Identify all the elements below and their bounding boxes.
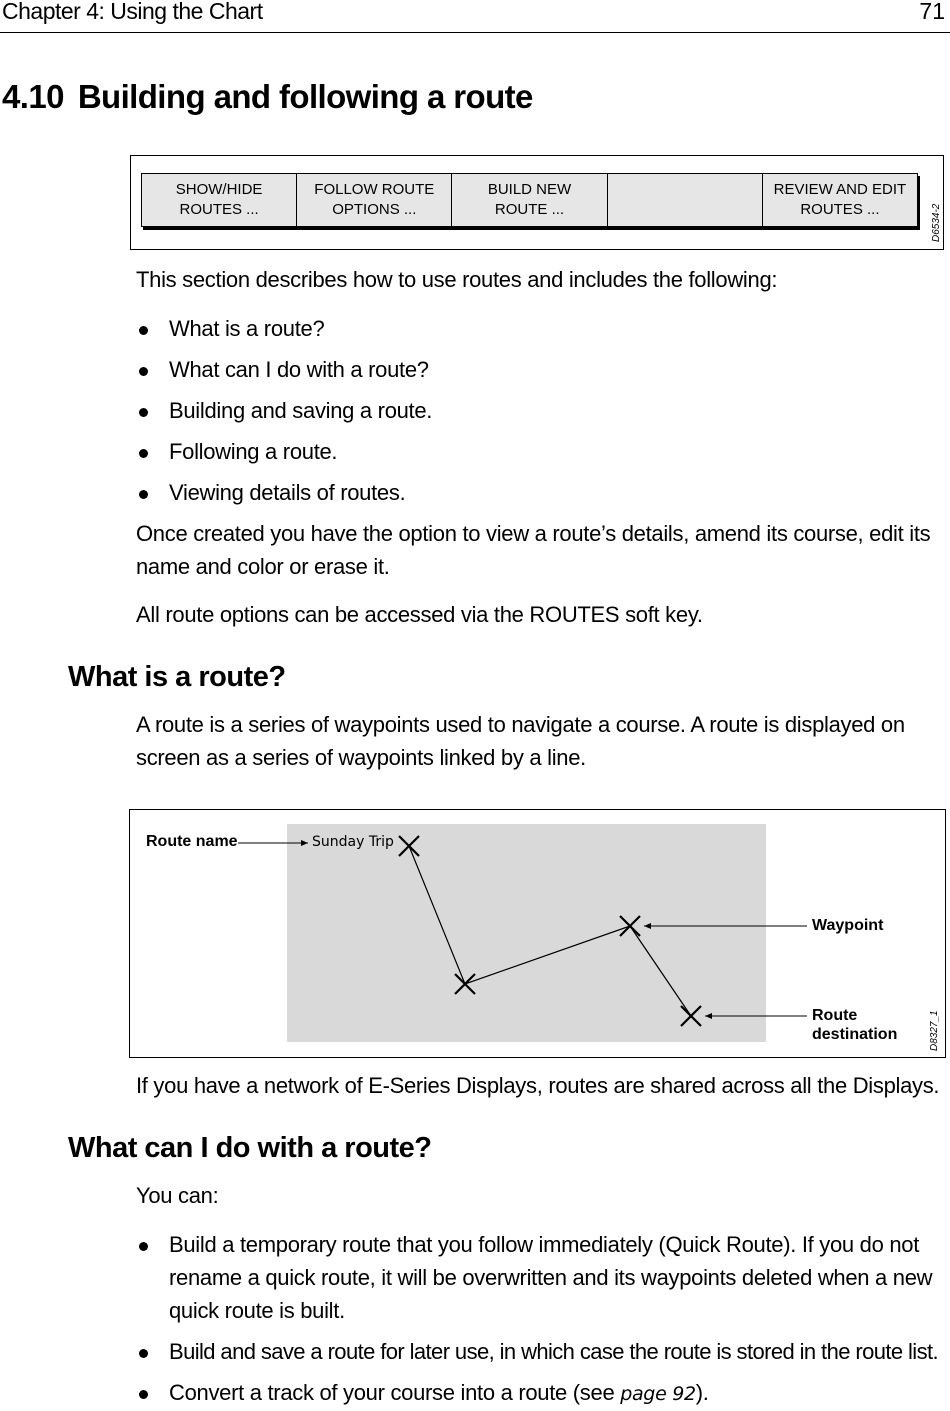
intro-text: This section describes how to use routes and includes the following:	[136, 267, 778, 292]
route-name-callout: Route name	[146, 833, 238, 850]
list-item: Building and saving a route.	[136, 394, 946, 427]
softkey-label: ROUTES ...	[800, 201, 880, 218]
list-item: Viewing details of routes.	[136, 476, 946, 509]
route-name-text: Sunday Trip	[312, 834, 394, 850]
softkey-label: FOLLOW ROUTE	[314, 181, 435, 198]
softkey-label: REVIEW AND EDIT	[773, 181, 907, 198]
softkey-review-edit-routes[interactable]	[763, 174, 917, 226]
section-number: 4.10	[2, 78, 64, 115]
chart-panel	[287, 824, 766, 1042]
list-item: What is a route?	[136, 312, 946, 345]
destination-callout	[812, 1006, 897, 1044]
list-item: Build a temporary route that you follow immediately (Quick Route). If you do not rename a quick route, it will be overwritten and its waypoints deleted when a new quick route is built.	[136, 1228, 948, 1327]
softkey-follow-route-options[interactable]	[297, 174, 452, 226]
subheading-what-is-route: What is a route?	[68, 661, 286, 693]
softkey-bar	[141, 173, 918, 227]
subheading-what-can-do: What can I do with a route?	[68, 1132, 432, 1164]
section-title	[2, 78, 533, 116]
page-link[interactable]: page 92	[620, 1383, 696, 1405]
route-figure	[129, 809, 946, 1058]
softkey-label: ROUTE ...	[494, 201, 565, 218]
section-title-text: Building and following a route	[77, 78, 533, 115]
destination-callout-line1: Route	[812, 1007, 858, 1024]
waypoint-callout: Waypoint	[812, 917, 884, 934]
list-item	[136, 1376, 948, 1411]
softkey-build-new-route[interactable]	[452, 174, 607, 226]
figure-code: D6534-2	[931, 203, 942, 242]
paragraph: All route options can be accessed via the ROUTES soft key.	[136, 602, 703, 627]
capabilities-bullet-list	[136, 1228, 948, 1411]
list-item: Build and save a route for later use, in which case the route is stored in the route list.	[136, 1335, 948, 1368]
softkey-empty[interactable]	[608, 174, 763, 226]
intro-bullet-list	[136, 312, 946, 509]
softkey-label: ROUTES ...	[179, 201, 259, 218]
list-item: Following a route.	[136, 435, 946, 468]
page-number: 71	[919, 0, 945, 24]
softkey-show-hide-routes[interactable]	[142, 174, 297, 226]
softkey-figure	[130, 155, 944, 250]
softkey-label: OPTIONS ...	[332, 201, 417, 218]
running-header	[0, 0, 950, 33]
list-item: What can I do with a route?	[136, 353, 946, 386]
paragraph: Once created you have the option to view a route’s details, amend its course, edit its name and color or erase it.	[136, 521, 931, 579]
list-item-text: Convert a track of your course into a route (see	[169, 1380, 621, 1405]
softkey-label: BUILD NEW	[487, 181, 572, 198]
softkey-label: SHOW/HIDE	[175, 181, 263, 198]
chapter-title: Chapter 4: Using the Chart	[2, 0, 263, 24]
destination-callout-line2: destination	[812, 1026, 898, 1043]
paragraph: A route is a series of waypoints used to navigate a course. A route is displayed on screen as a series of waypoints linked by a line.	[136, 712, 905, 770]
list-item-text: ).	[695, 1380, 709, 1405]
figure-code: D8327_1	[929, 1010, 940, 1051]
paragraph: You can:	[136, 1183, 219, 1208]
paragraph: If you have a network of E-Series Displays, routes are shared across all the Displays.	[136, 1073, 940, 1098]
